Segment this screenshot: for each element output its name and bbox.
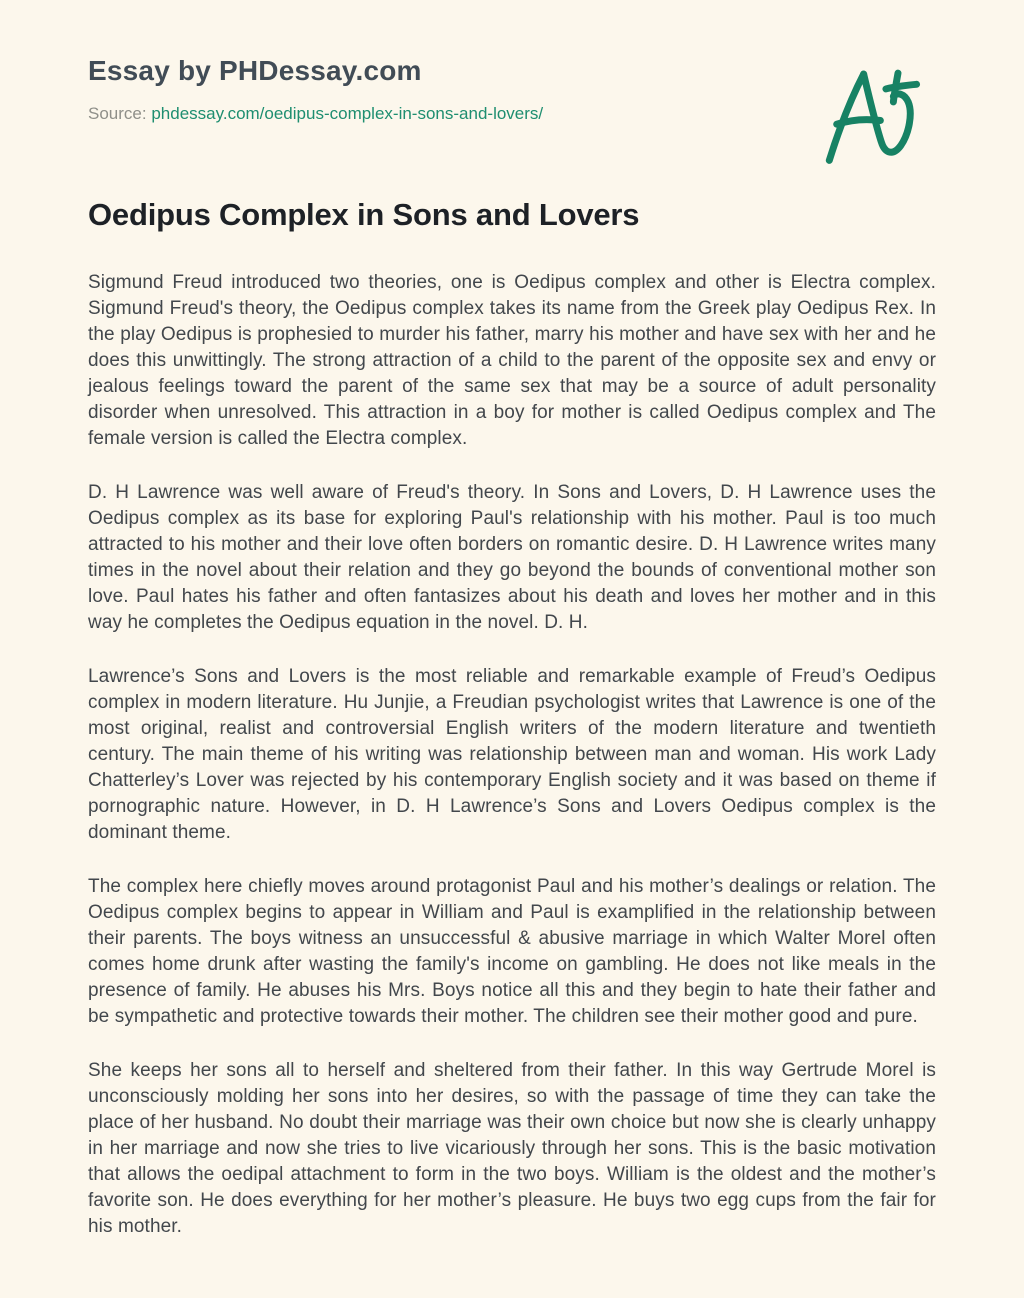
source-label: Source:: [88, 103, 147, 123]
essay-paragraph: Sigmund Freud introduced two theories, one is Oedipus complex and other is Electra complex. Sigmund Freud's theory, the Oedipus complex takes its name from the Greek play Oedipus Rex. In the play Oedipus is prophesied to murder his father, marry his mother and have sex with her and he does this unwittingly. The strong attraction of a child to the parent of the opposite sex and envy or jealous feelings toward the parent of the same sex that may be a source of adult personality disorder when unresolved. This attraction in a boy for mother is called Oedipus complex and The female version is called the Electra complex.: [88, 271, 936, 449]
source-line: [88, 103, 543, 124]
essay-paragraph: Lawrence’s Sons and Lovers is the most reliable and remarkable example of Freud’s Oedipus complex in modern literature. Hu Junjie, a Freudian psychologist writes that Lawrence is one of the most original, realist and controversial English writers of the modern literature and twentieth century. The main theme of his writing was relationship between man and woman. His work Lady Chatterley’s Lover was rejected by his contemporary English society and it was based on theme if pornographic nature. However, in D. H Lawrence’s Sons and Lovers Oedipus complex is the dominant theme.: [88, 665, 936, 843]
brand-title: Essay by PHDessay.com: [88, 55, 422, 86]
essay-body: [88, 270, 936, 1240]
source-link[interactable]: phdessay.com/oedipus-complex-in-sons-and-lovers/: [151, 103, 544, 123]
essay-paragraph: The complex here chiefly moves around protagonist Paul and his mother’s dealings or relation. The Oedipus complex begins to appear in William and Paul is examplified in the relationship between their parents. The boys witness an unsuccessful & abusive marriage in which Walter Morel often comes home drunk after wasting the family's income on gambling. He does not like meals in the presence of family. He abuses his Mrs. Boys notice all this and they begin to hate their father and be sympathetic and protective towards their mother. The children see their mother good and pure.: [88, 875, 936, 1027]
essay-paragraph: She keeps her sons all to herself and sheltered from their father. In this way Gertrude Morel is unconsciously molding her sons into her desires, so with the passage of time they can take the place of her husband. No doubt their marriage was their own choice but now she is clearly unhappy in her marriage and now she tries to live vicariously through her sons. This is the basic motivation that allows the oedipal attachment to form in the two boys. William is the oldest and the mother’s favorite son. He does everything for her mother’s pleasure. He buys two egg cups from the fair for his mother.: [88, 1059, 936, 1237]
document-header: [88, 52, 936, 173]
phdessay-a-plus-logo-icon: [820, 55, 924, 173]
essay-title: Oedipus Complex in Sons and Lovers: [88, 197, 640, 232]
essay-paragraph: D. H Lawrence was well aware of Freud's theory. In Sons and Lovers, D. H Lawrence uses the Oedipus complex as its base for exploring Paul's relationship with his mother. Paul is too much attracted to his mother and their love often borders on romantic desire. D. H Lawrence writes many times in the novel about their relation and they go beyond the bounds of conventional mother son love. Paul hates his father and often fantasizes about his death and loves her mother and in this way he completes the Oedipus equation in the novel. D. H.: [88, 481, 936, 633]
